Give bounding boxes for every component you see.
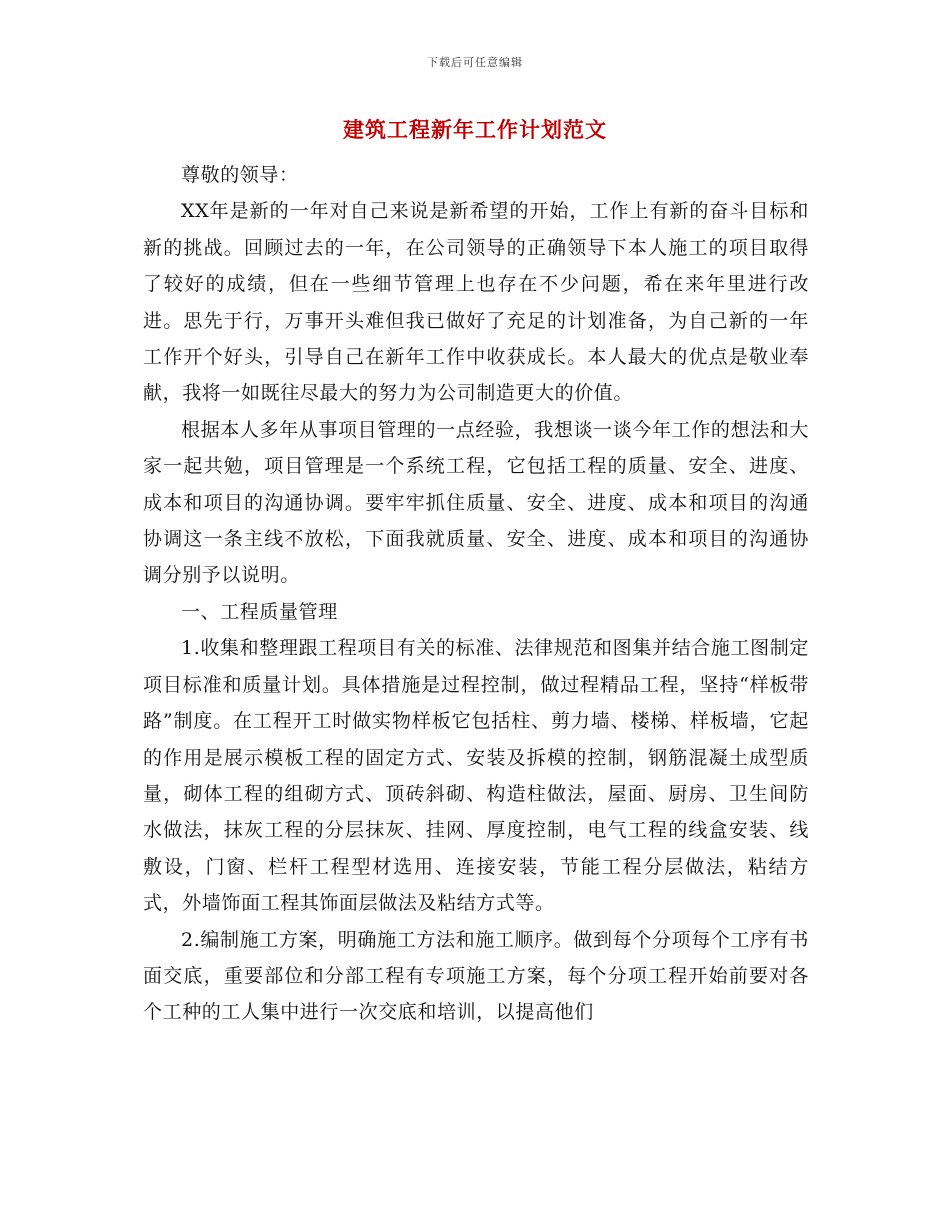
paragraph-intro: XX年是新的一年对自己来说是新希望的开始，工作上有新的奋斗目标和新的挑战。回顾过去的一年，在公司领导的正确领导下本人施工的项目取得了较好的成绩，但在一些细节管理上也存在不少问题，希在来年里进行改进。思先于行，万事开头难但我已做好了充足的计划准备，为自己新的一年工作开个好头，引导自己在新年工作中收获成长。本人最大的优点是敬业奉献，我将一如既往尽最大的努力为公司制造更大的价值。 bbox=[143, 200, 809, 405]
document-title: 建筑工程新年工作计划范文 bbox=[343, 117, 607, 142]
header-note: 下载后可任意编辑 bbox=[427, 56, 523, 69]
salutation: 尊敬的领导： bbox=[181, 164, 299, 186]
document-body bbox=[143, 157, 809, 1031]
paragraph-item-1: 1.收集和整理跟工程项目有关的标准、法律规范和图集并结合施工图制定项目标准和质量计划。具体措施是过程控制，做过程精品工程，坚持“样板带路”制度。在工程开工时做实物样板它包括柱、剪力墙、楼梯、样板墙，它起的作用是展示模板工程的固定方式、安装及拆模的控制，钢筋混凝土成型质量，砌体工程的组砌方式、顶砖斜砌、构造柱做法，屋面、厨房、卫生间防水做法，抹灰工程的分层抹灰、挂网、厚度控制，电气工程的线盒安装、线敷设，门窗、栏杆工程型材选用、连接安装，节能工程分层做法，粘结方式，外墙饰面工程其饰面层做法及粘结方式等。 bbox=[143, 637, 809, 915]
paragraph-overview: 根据本人多年从事项目管理的一点经验，我想谈一谈今年工作的想法和大家一起共勉，项目管理是一个系统工程，它包括工程的质量、安全、进度、成本和项目的沟通协调。要牢牢抓住质量、安全、进度、成本和项目的沟通协调这一条主线不放松，下面我就质量、安全、进度、成本和项目的沟通协调分别予以说明。 bbox=[143, 418, 809, 587]
section-heading-quality: 一、工程质量管理 bbox=[181, 600, 338, 623]
paragraph-item-2: 2.编制施工方案，明确施工方法和施工顺序。做到每个分项每个工序有书面交底，重要部位和分部工程有专项施工方案，每个分项工程开始前要对各个工种的工人集中进行一次交底和培训，以提高他们 bbox=[143, 928, 809, 1024]
